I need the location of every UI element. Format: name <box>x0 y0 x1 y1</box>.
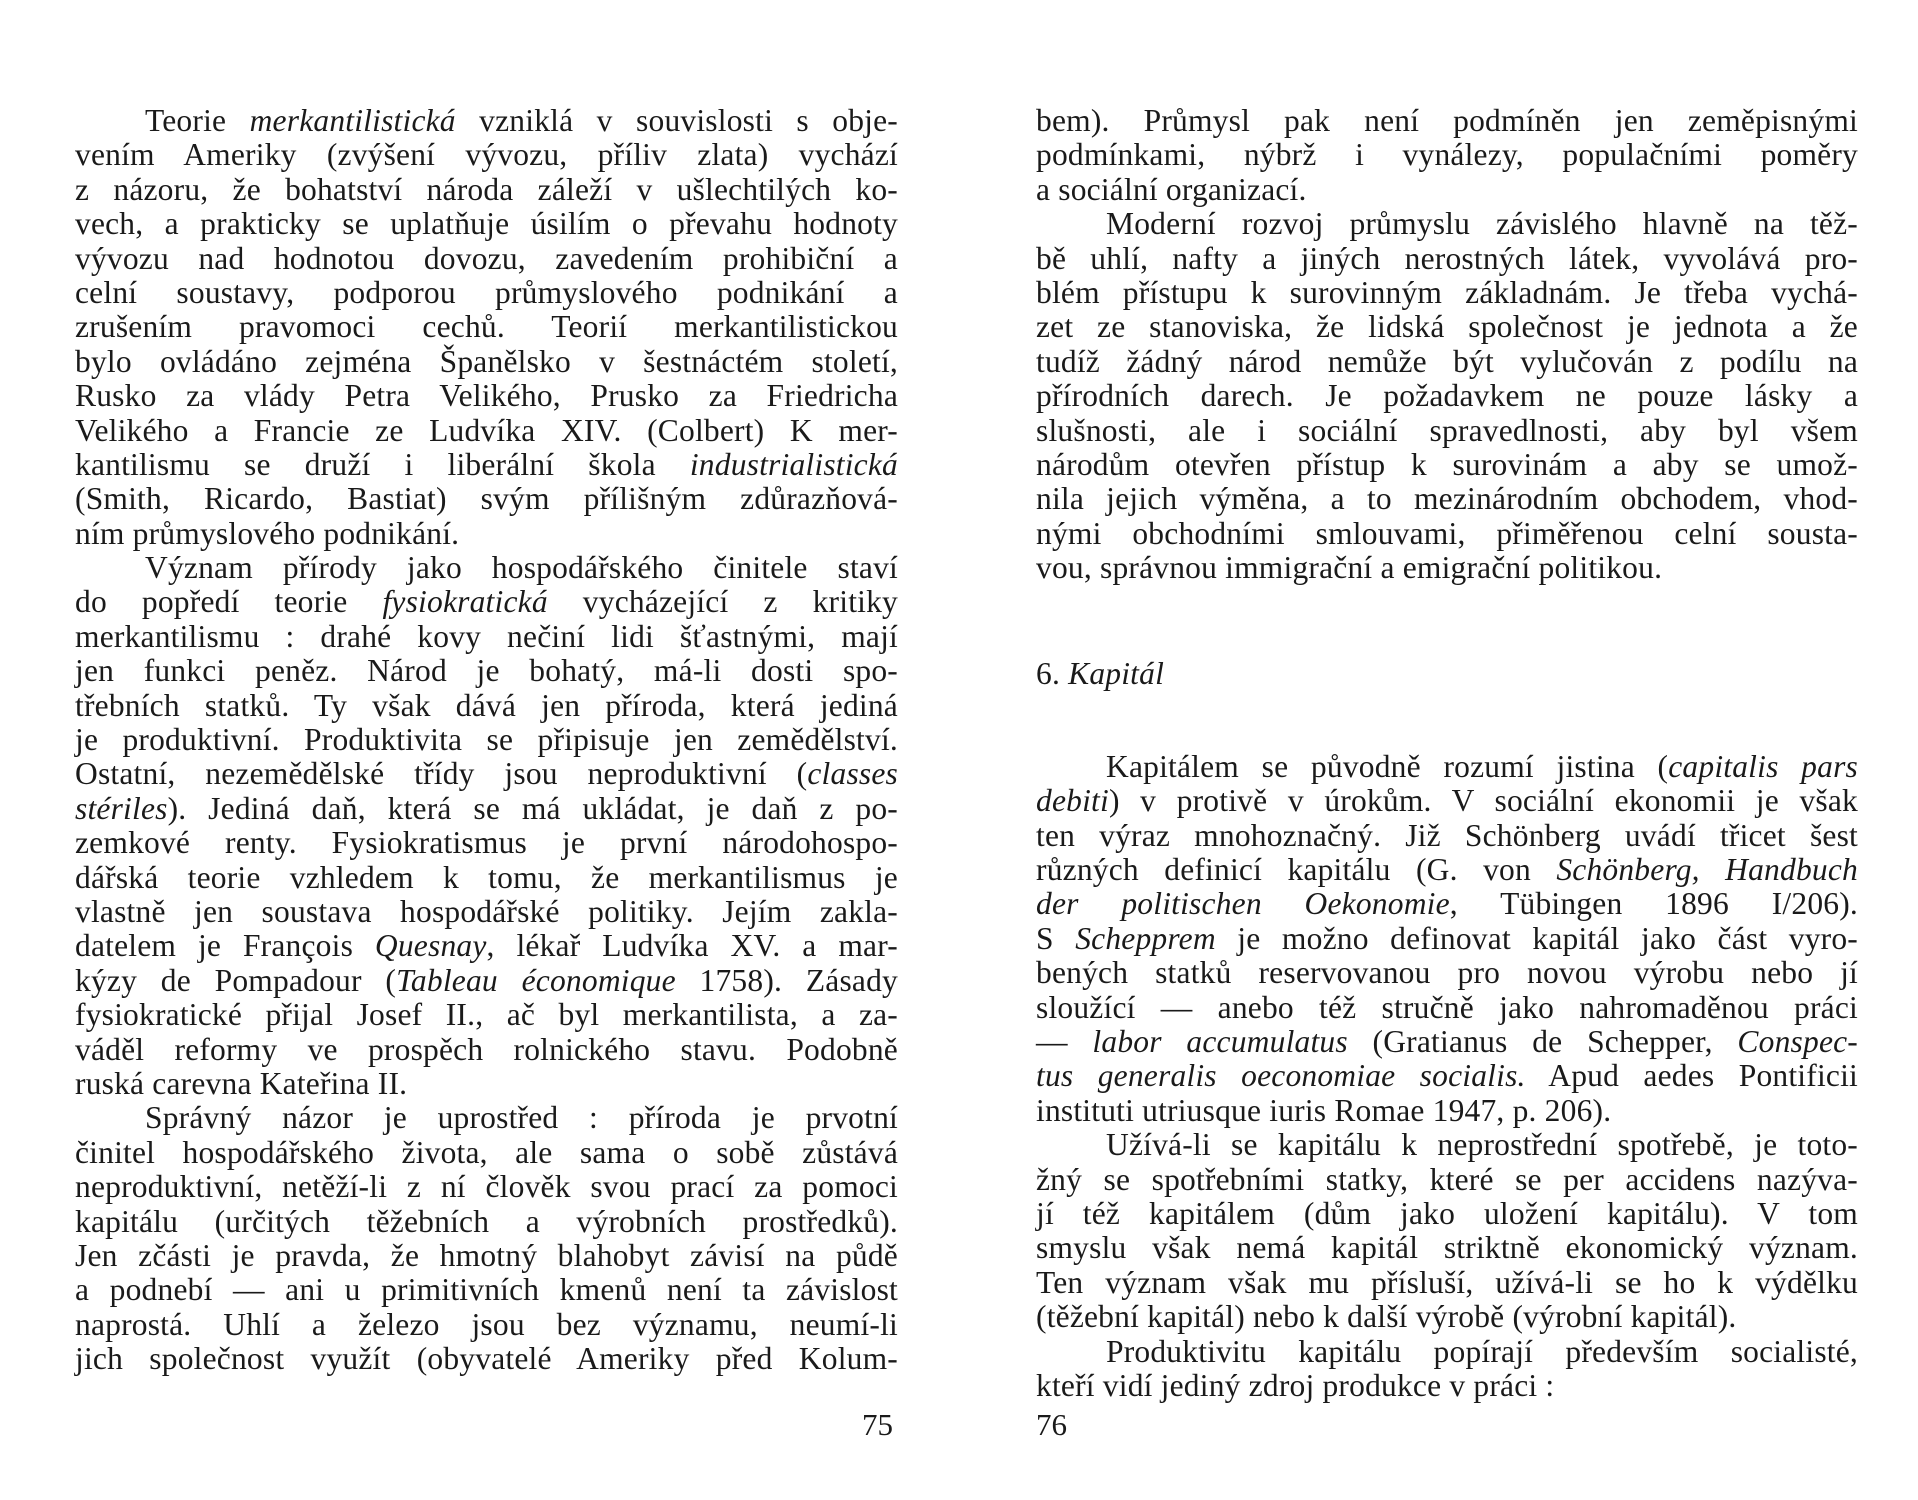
text-line: der politischen Oekonomie, Tübingen 1896 I/206). <box>1036 886 1858 922</box>
text-line: ním průmyslového podnikání. <box>75 515 460 551</box>
text-line: (Smith, Ricardo, Bastiat) svým přílišným zdůrazňová- <box>75 481 898 517</box>
text-line: Význam přírody jako hospodářského činitele staví <box>145 550 898 586</box>
text-line: jen funkci peněz. Národ je bohatý, má-li dosti spo- <box>75 653 898 689</box>
text-line: kýzy de Pompadour (Tableau économique 1758). Zásady <box>75 962 898 998</box>
text-line: bě uhlí, nafty a jiných nerostných látek, vyvolává pro- <box>1036 240 1858 276</box>
text-line: kantilismu se druží i liberální škola industrialistická <box>75 446 898 482</box>
text-line: nila jejich výměna, a to mezinárodním obchodem, vhod- <box>1036 481 1858 517</box>
text-line: činitel hospodářského života, ale sama o sobě zůstává <box>75 1134 898 1170</box>
text-line: dářská teorie vzhledem k tomu, že merkantilismus je <box>75 859 898 895</box>
text-column <box>75 104 898 1376</box>
text-line: bených statků reservovanou pro novou výrobu nebo jí <box>1036 955 1858 991</box>
text-line: debiti) v protivě v úrokům. V sociální ekonomii je však <box>1036 783 1858 819</box>
text-line: tus generalis oeconomiae socialis. Apud aedes Pontificii <box>1036 1058 1858 1094</box>
text-line: Ten význam však mu přísluší, užívá-li se ho k výdělku <box>1036 1264 1858 1300</box>
text-line: blém přístupu k surovinným základnám. Je třeba vychá- <box>1036 274 1858 310</box>
section-heading <box>1036 657 1858 691</box>
text-line: — labor accumulatus (Gratianus de Schepper, Conspec- <box>1036 1024 1858 1059</box>
text-line: datelem je François Quesnay, lékař Ludvíka XV. a mar- <box>75 928 898 964</box>
text-line: (těžební kapitál) nebo k další výrobě (výrobní kapitál). <box>1036 1299 1737 1335</box>
section-title: Kapitál <box>1068 656 1165 692</box>
text-line: sloužící — anebo též stručně jako nahromaděnou práci <box>1036 989 1858 1025</box>
text-line: slušnosti, ale i sociální spravedlnosti, aby byl všem <box>1036 412 1858 448</box>
text-line: Velikého a Francie ze Ludvíka XIV. (Colbert) K mer- <box>75 412 898 448</box>
text-line: vením Ameriky (zvýšení vývozu, příliv zlata) vychází <box>75 137 898 173</box>
text-line: žný se spotřebními statky, které se per accidens nazýva- <box>1036 1161 1858 1197</box>
text-line: Produktivitu kapitálu popírají především socialisté, <box>1106 1333 1858 1369</box>
text-line: vývozu nad hodnotou dovozu, zavedením prohibiční a <box>75 240 898 276</box>
text-line: váděl reformy ve prospěch rolnického stavu. Podobně <box>75 1031 898 1067</box>
text-column <box>1036 104 1858 1403</box>
text-line: kteří vidí jediný zdroj produkce v práci : <box>1036 1367 1555 1403</box>
text-line: třebních statků. Ty však dává jen příroda, která jediná <box>75 687 898 723</box>
text-line: Moderní rozvoj průmyslu závislého hlavně na těž- <box>1106 206 1858 242</box>
text-line: smyslu však nemá kapitál striktně ekonomický význam. <box>1036 1230 1858 1266</box>
text-line: bem). Průmysl pak není podmíněn jen zeměpisnými <box>1036 103 1858 138</box>
text-line: merkantilismu : drahé kovy nečiní lidi šťastnými, mají <box>75 618 898 654</box>
text-line: kapitálu (určitých těžebních a výrobních prostředků). <box>75 1203 898 1239</box>
text-line: do popředí teorie fysiokratická vycházející z kritiky <box>75 584 898 620</box>
text-line: zet ze stanoviska, že lidská společnost je jednota a že <box>1036 309 1858 345</box>
text-line: bylo ovládáno zejména Španělsko v šestnáctém století, <box>75 343 898 379</box>
text-line: jí též kapitálem (dům jako uložení kapitálu). V tom <box>1036 1195 1858 1231</box>
text-line: S Schepprem je možno definovat kapitál jako část vyro- <box>1036 920 1858 956</box>
paragraph-group <box>1036 750 1858 1403</box>
text-line: Správný názor je uprostřed : příroda je prvotní <box>145 1100 898 1136</box>
text-line: z názoru, že bohatství národa záleží v ušlechtilých ko- <box>75 171 898 207</box>
text-line: a sociální organizací. <box>1036 171 1307 207</box>
text-line: přírodních darech. Je požadavkem ne pouze lásky a <box>1036 378 1858 414</box>
section-number: 6. <box>1036 656 1061 692</box>
text-line: vlastně jen soustava hospodářské politiky. Jejím zakla- <box>75 893 898 929</box>
text-line: stériles). Jediná daň, která se má ukládat, je daň z po- <box>75 790 898 826</box>
text-line: instituti utriusque iuris Romae 1947, p. 206). <box>1036 1092 1612 1128</box>
text-line: tudíž žádný národ nemůže být vylučován z podílu na <box>1036 343 1858 379</box>
text-line: zemkové renty. Fysiokratismus je první národohospo- <box>75 825 898 861</box>
text-line: zrušením pravomoci cechů. Teorií merkantilistickou <box>75 309 898 345</box>
text-line: Teorie merkantilistická vzniklá v souvislosti s obje- <box>145 103 898 138</box>
page-number: 76 <box>1036 1407 1067 1442</box>
text-line: ruská carevna Kateřina II. <box>75 1065 408 1101</box>
text-line: podmínkami, nýbrž i vynálezy, populačními poměry <box>1036 137 1858 173</box>
text-line: nými obchodními smlouvami, přiměřenou celní sousta- <box>1036 515 1858 551</box>
text-line: jich společnost využít (obyvatelé Ameriky před Kolum- <box>75 1341 898 1377</box>
text-line: je produktivní. Produktivita se připisuje jen zemědělství. <box>75 722 898 758</box>
text-line: národům otevřen přístup k surovinám a aby se umož- <box>1036 446 1858 482</box>
text-line: naprostá. Uhlí a železo jsou bez významu, neumí-li <box>75 1306 898 1342</box>
text-line: Rusko za vlády Petra Velikého, Prusko za Friedricha <box>75 378 898 414</box>
text-line: různých definicí kapitálu (G. von Schönberg, Handbuch <box>1036 852 1858 888</box>
page-right <box>959 0 1918 1500</box>
text-line: Ostatní, nezemědělské třídy jsou neproduktivní (classes <box>75 756 898 792</box>
text-line: a podnebí — ani u primitivních kmenů není ta závislost <box>75 1272 898 1308</box>
text-line: vou, správnou immigrační a emigrační politikou. <box>1036 550 1663 586</box>
text-line: fysiokratické přijal Josef II., ač byl merkantilista, a za- <box>75 997 898 1033</box>
paragraph-group <box>1036 104 1858 585</box>
text-line: Jen zčásti je pravda, že hmotný blahobyt závisí na půdě <box>75 1237 898 1273</box>
text-line: vech, a prakticky se uplatňuje úsilím o převahu hodnoty <box>75 206 898 242</box>
text-line: ten výraz mnohoznačný. Již Schönberg uvádí třicet šest <box>1036 817 1858 853</box>
text-line: celní soustavy, podporou průmyslového podnikání a <box>75 274 898 310</box>
page-number: 75 <box>862 1407 893 1442</box>
text-line: Kapitálem se původně rozumí jistina (capitalis pars <box>1106 748 1858 784</box>
text-line: neproduktivní, netěží-li z ní člověk svou prací za pomoci <box>75 1169 898 1205</box>
text-line: Užívá-li se kapitálu k neprostřední spotřebě, je toto- <box>1106 1127 1858 1163</box>
